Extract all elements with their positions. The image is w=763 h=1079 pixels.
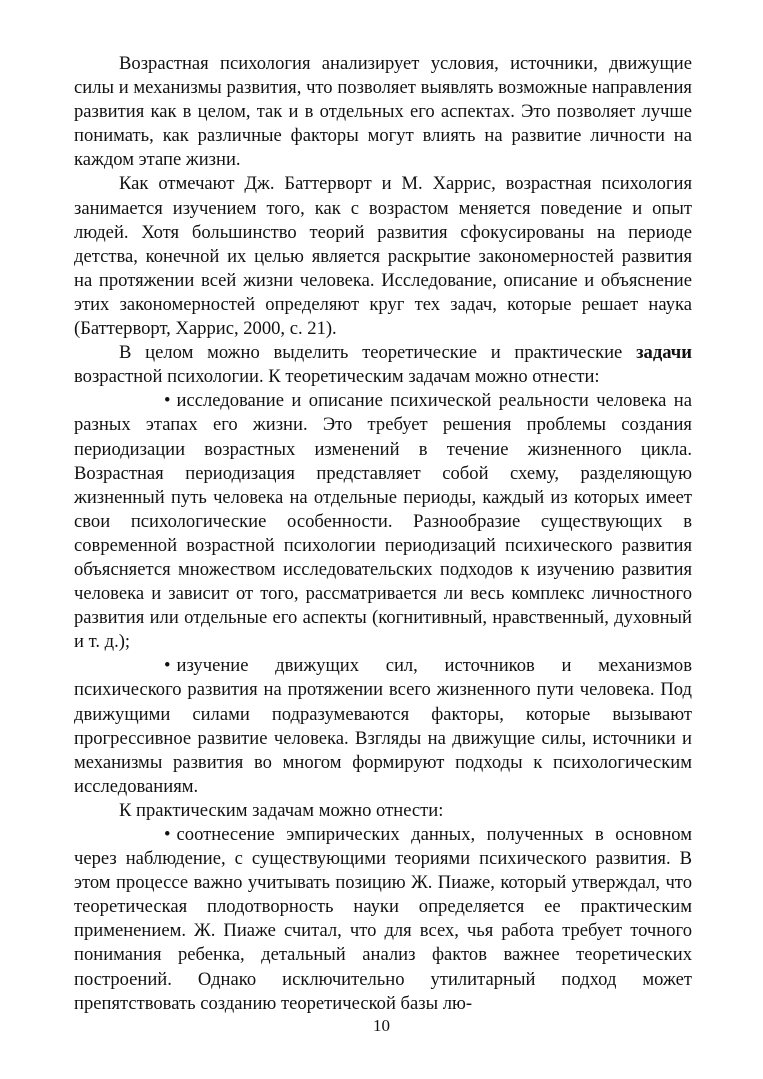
page-number: 10: [373, 1016, 390, 1035]
tasks-text-before: В целом можно выделить теоретические и практические: [119, 342, 637, 364]
tasks-text-after: возрастной психологии. К теоретическим задачам можно отнести:: [74, 366, 600, 388]
bullet-text: изучение движущих сил, источников и механизмов психического развития на протяжении всего жизненного пути человека. Под движущими силами подразумеваются факторы, которые вызывают прогрессивное развитие человека. Взгляды на движущие силы, источники и механизмы развития во многом формируют подходы к психологическим исследованиям.: [74, 655, 692, 797]
bullet-item-periodization: [74, 389, 692, 654]
bullet-text: соотнесение эмпирических данных, полученных в основном через наблюдение, с существующими теориями психического развития. В этом процессе важно учитывать позицию Ж. Пиаже, который утверждал, что теоретическая плодотворность науки определяется ее практическим применением. Ж. Пиаже считал, что для всех, чья работа требует точного понимания ребенка, детальный анализ фактов важнее теоретических построений. Однако исключительно утилитарный подход может препятствовать созданию теоретической базы лю-: [74, 824, 692, 1014]
bullet-icon: •: [164, 824, 171, 845]
paragraph-butterworth-harris: Как отмечают Дж. Баттерворт и М. Харрис, возрастная психология занимается изучением того, как с возрастом меняется поведение и опыт людей. Хотя большинство теорий развития сфокусированы на периоде детства, конечной их целью является раскрытие закономерностей развития на протяжении всей жизни человека. Исследование, описание и объяснение этих закономерностей определяют круг тех задач, которые решает наука (Баттерворт, Харрис, 2000, с. 21).: [74, 173, 692, 340]
paragraph-intro: Возрастная психология анализирует условия, источники, движущие силы и механизмы развития, что позволяет выявлять возможные направления развития как в целом, так и в отдельных его аспектах. Это позволяет лучше понимать, как различные факторы могут влиять на развитие личности на каждом этапе жизни.: [74, 53, 692, 171]
paragraph-tasks: [74, 341, 692, 389]
bullet-icon: •: [164, 390, 171, 412]
tasks-bold-term: задачи: [636, 342, 692, 364]
paragraph-practical-tasks: К практическим задачам можно отнести:: [119, 799, 444, 821]
bullet-item-empirical-data: [74, 823, 692, 1016]
bullet-item-driving-forces: [74, 654, 692, 799]
bullet-icon: •: [164, 655, 171, 677]
bullet-text: исследование и описание психической реальности человека на разных этапах его жизни. Это требует решения проблемы создания периодизации возрастных изменений в течение жизненного цикла. Возрастная периодизация представляет собой схему, разделяющую жизненный путь человека на отдельные периоды, каждый из которых имеет свои психологические особенности. Разнообразие существующих в современной возрастной психологии периодизаций психического развития объясняется множеством исследовательских подходов к изучению развития человека и зависит от того, рассматривается ли весь комплекс личностного развития или отдельные его аспекты (когнитивный, нравственный, духовный и т. д.);: [74, 390, 692, 653]
body-text: [74, 52, 692, 1016]
